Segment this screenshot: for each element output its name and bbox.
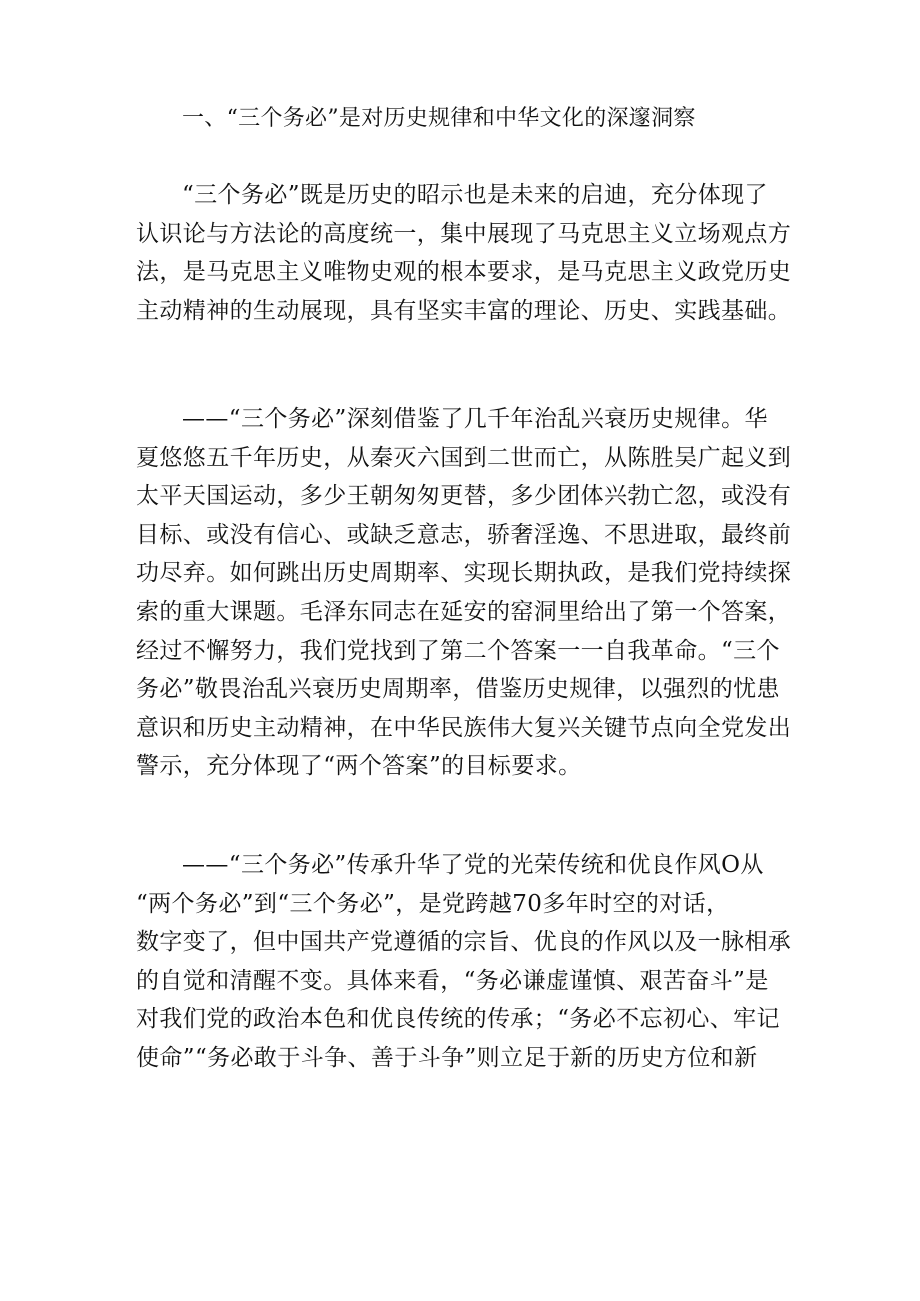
paragraph-line: 务必”敬畏治乱兴衰历史周期率，借鉴历史规律，以强烈的忧患 (136, 676, 780, 703)
paragraph-line: 对我们党的政治本色和优良传统的传承；“务必不忘初心、牢记 (136, 1006, 780, 1033)
paragraph-line: ——“三个务必”传承升华了党的光荣传统和优良作风O从 (182, 852, 764, 878)
paragraph-line: 索的重大课题。毛泽东同志在延安的窑洞里给出了第一个答案， (136, 598, 792, 625)
paragraph-line: 认识论与方法论的高度统一，集中展现了马克思主义立场观点方 (136, 220, 792, 247)
paragraph-line: 太平天国运动，多少王朝匆匆更替，多少团体兴勃亡忽，或没有 (136, 483, 792, 510)
paragraph-line: 意识和历史主动精神，在中华民族伟大复兴关键节点向全党发出 (136, 714, 792, 741)
paragraph-line: 夏悠悠五千年历史，从秦灭六国到二世而亡，从陈胜吴广起义到 (136, 444, 792, 471)
paragraph-2 (136, 400, 796, 786)
paragraph-line: 数字变了，但中国共产党遵循的宗旨、优良的作风以及一脉相承 (136, 929, 792, 956)
paragraph-1 (136, 176, 796, 330)
paragraph-line: 主动精神的生动展现，具有坚实丰富的理论、历史、实践基础。 (136, 297, 792, 324)
paragraph-line: “两个务必”到“三个务必”，是党跨越70多年时空的对话， (136, 890, 730, 917)
paragraph-line: ——“三个务必”深刻借鉴了几千年治乱兴衰历史规律。华 (182, 406, 768, 432)
paragraph-line: 经过不懈努力，我们党找到了第二个答案一一自我革命。“三个 (136, 637, 780, 664)
paragraph-line: 功尽弃。如何跳出历史周期率、实现长期执政，是我们党持续探 (136, 560, 792, 587)
paragraph-line: 使命”“务必敢于斗争、善于斗争”则立足于新的历史方位和新 (136, 1044, 758, 1071)
paragraph-3 (136, 846, 796, 1078)
paragraph-line: 警示，充分体现了“两个答案”的目标要求。 (136, 753, 582, 780)
paragraph-line: “三个务必”既是历史的昭示也是未来的启迪，充分体现了 (182, 182, 768, 208)
paragraph-line: 法，是马克思主义唯物史观的根本要求，是马克思主义政党历史 (136, 259, 792, 286)
paragraph-line: 目标、或没有信心、或缺乏意志，骄奢淫逸、不思进取，最终前 (136, 521, 792, 548)
section-heading: 一、“三个务必”是对历史规律和中华文化的深邃洞察 (182, 106, 696, 131)
paragraph-line: 的自觉和清醒不变。具体来看，“务必谦虚谨慎、艰苦奋斗”是 (136, 967, 769, 994)
